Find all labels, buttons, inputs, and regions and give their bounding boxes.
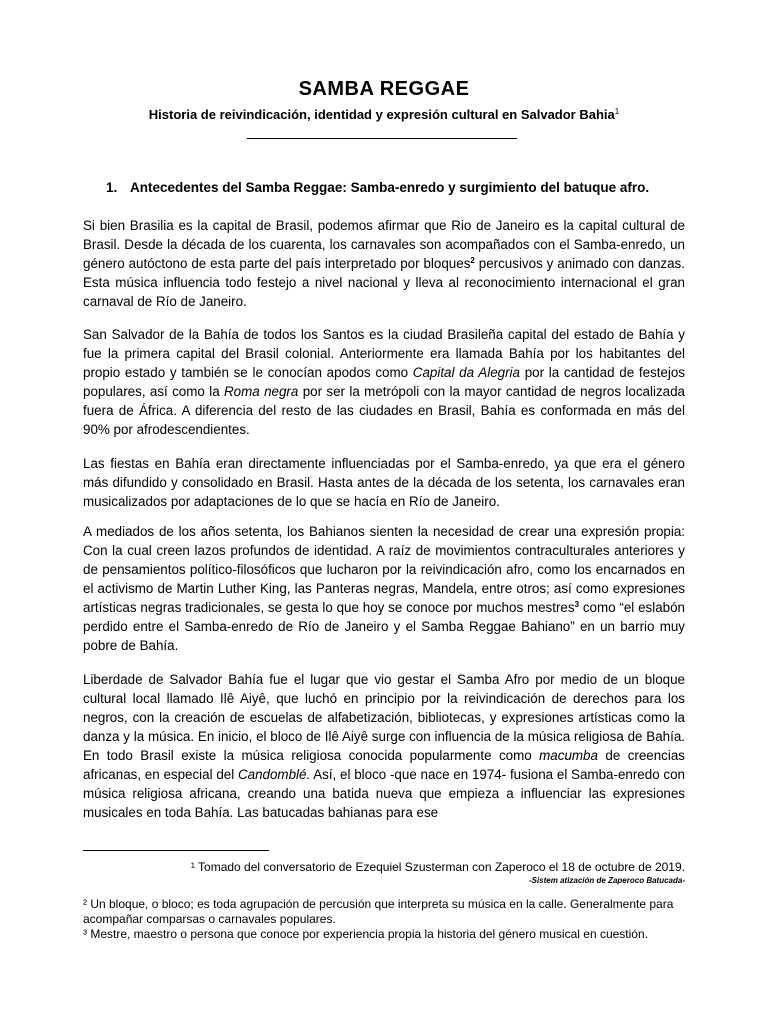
footnote-1-credit: -Sistem atización de Zaperoco Batucada- [528, 876, 685, 885]
paragraph-5 [83, 670, 685, 822]
paragraph-4-text-cont: como “el eslabón perdido entre el Samba-enredo de Río de Janeiro y el Samba Reggae Bahiano” en un barrio muy pobre de Bahía. [83, 600, 685, 653]
footnote-separator [83, 850, 269, 851]
paragraph-2-text-end: por ser la metrópoli con la mayor cantidad de negros localizada fuera de África. A diferencia del resto de las ciudades en Brasil, Bahía es conformada en más del 90% por afrodescendientes. [83, 384, 685, 437]
section-heading [106, 180, 706, 195]
footnote-1: ¹ Tomado del conversatorio de Ezequiel Szusterman con Zaperoco el 18 de octubre de 2019. [190, 860, 685, 874]
footnote-ref-1: 1 [614, 107, 620, 116]
paragraph-4 [83, 522, 685, 655]
footnote-2: ² Un bloque, o bloco; es toda agrupación de percusión que interpreta su música en la calle. Generalmente para acompañar comparsas o carnavales populares. [83, 897, 674, 926]
footnote-ref-3: 3 [574, 600, 580, 609]
paragraph-5-text: Liberdade de Salvador Bahía fue el lugar que vio gestar el Samba Afro por medio de un bloque cultural local llamado Ilê Aiyê, que luchó en principio por la reivindicación de derechos para los negros, con la creación de escuelas de alfabetización, bibliotecas, y expresiones artísticas como la danza y la música. En inicio, el bloco de Ilê Aiyê surge con influencia de la música religiosa de Bahía. En todo Brasil existe la música religiosa conocida popularmente como [83, 672, 685, 763]
paragraph-1-text-cont: percusivos y animado con danzas. Esta música influencia todo festejo a nivel nacional y lleva al reconocimiento internacional el gran carnaval de Río de Janeiro. [83, 256, 685, 309]
paragraph-2-text-cont: por la cantidad de festejos populares, así como la [83, 365, 685, 399]
section-number: 1. [106, 180, 118, 195]
paragraph-5-italic-macumba: macumba [539, 748, 598, 763]
paragraph-2-italic-capital-da-alegria: Capital da Alegria [412, 365, 520, 380]
paragraph-2 [83, 325, 685, 439]
section-heading-text: Antecedentes del Samba Reggae: Samba-enredo y surgimiento del batuque afro. [130, 180, 650, 195]
paragraph-4-text: A mediados de los años setenta, los Bahianos sienten la necesidad de crear una expresión propia: Con la cual creen lazos profundos de identidad. A raíz de movimientos contraculturales anteriores y de pensamientos político-filosóficos que lucharon por la reivindicación afro, como los encarnados en el activismo de Martin Luther King, las Panteras negras, Mandela, entre otros; así como expresiones artísticas negras tradicionales, se gesta lo que hoy se conoce por muchos mestres [83, 524, 685, 615]
footnote-ref-2: 2 [470, 256, 475, 265]
paragraph-2-text: San Salvador de la Bahía de todos los Santos es la ciudad Brasileña capital del estado de Bahía y fue la primera capital del Brasil colonial. Anteriormente era llamada Bahía por los habitantes del propio estado y también se le conocían apodos como [83, 327, 685, 380]
paragraph-5-text-end: Así, el bloco -que nace en 1974- fusiona el Samba-enredo con música religiosa africana, creando una batida nueva que empieza a influenciar las expresiones musicales en toda Bahía. Las batucadas bahianas para ese [83, 767, 685, 820]
paragraph-2-italic-roma-negra: Roma negra [224, 384, 299, 399]
footnote-3: ³ Mestre, maestro o persona que conoce por experiencia propia la historia del género musical en cuestión. [83, 927, 648, 941]
paragraph-1 [83, 216, 685, 311]
paragraph-3: Las fiestas en Bahía eran directamente influenciadas por el Samba-enredo, ya que era el género más difundido y consolidado en Brasil. Hasta antes de la década de los setenta, los carnavales eran musicalizados por adaptaciones de lo que se hacía en Río de Janeiro. [83, 456, 685, 509]
paragraph-5-text-cont: de creencias africanas, en especial del [83, 748, 685, 782]
document-title: SAMBA REGGAE [298, 78, 470, 100]
paragraph-1-text: Si bien Brasilia es la capital de Brasil, podemos afirmar que Rio de Janeiro es la capital cultural de Brasil. Desde la década de los cuarenta, los carnavales son acompañados con el Samba-enredo, un género autóctono de esta parte del país interpretado por bloques [83, 218, 685, 271]
title-underline [247, 138, 517, 139]
paragraph-5-italic-candomble: Candomblé. [237, 767, 311, 782]
document-subtitle [0, 107, 768, 122]
subtitle-text: Historia de reivindicación, identidad y expresión cultural en Salvador Bahia [148, 107, 615, 122]
